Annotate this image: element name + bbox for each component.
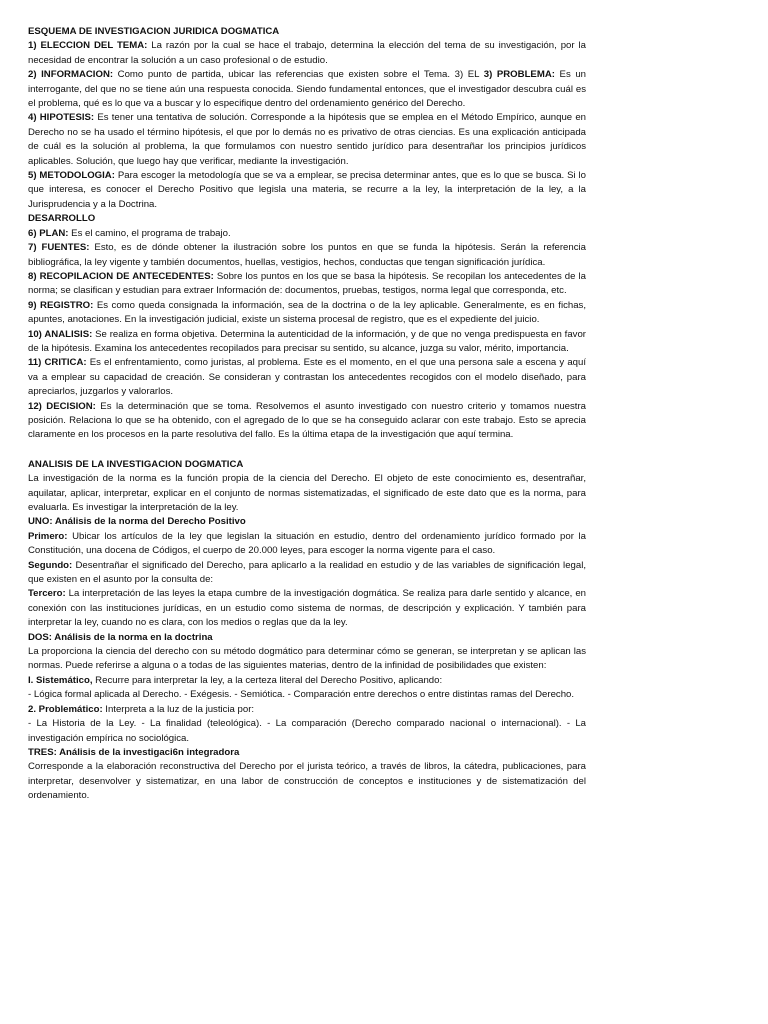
paragraph-recopilacion xyxy=(28,270,586,299)
heading-metodologia: 5) METODOLOGIA: xyxy=(28,170,115,182)
text-tercero: La interpretación de las leyes la etapa cumbre de la investigación dogmática. Se realiza para darle sentido y alcance, en conexión con las instituciones jurídicas, en un estudio como sistema de normas, de descripción y explicación. Y también para interpretar la ley, cuando no es clara, con los medios o reglas que da la ley. xyxy=(28,588,586,629)
text-problematico: Interpreta a la luz de la justicia por: xyxy=(102,703,255,715)
paragraph-eleccion-tema xyxy=(28,39,586,68)
text-primero: Ubicar los artículos de la ley que legislan la situación en estudio, dentro del ordenamiento jurídico formado por la Constitución, una docena de Códigos, el cuerpo de 20.000 leyes, para escoger la norma vigente para el caso. xyxy=(28,530,586,557)
heading-sistematico: I. Sistemático, xyxy=(28,674,93,686)
heading-analisis: 10) ANALISIS: xyxy=(28,328,93,340)
paragraph-critica xyxy=(28,356,586,399)
subsection-dos: DOS: Análisis de la norma en la doctrina xyxy=(28,631,213,643)
paragraph-registro xyxy=(28,299,586,328)
paragraph-metodologia xyxy=(28,169,586,212)
text-eleccion-tema: La razón por la cual se hace el trabajo, determina la elección del tema de su investigación, por la necesidad de encontrar la solución a un caso profesional o de estudio. xyxy=(28,40,586,66)
paragraph-primero xyxy=(28,530,586,559)
text-segundo: Desentrañar el significado del Derecho, para aplicarlo a la realidad en estudio y de las variables de significación legal, que existen en el asunto por la consulta de: xyxy=(28,559,586,586)
heading-plan: 6) PLAN: xyxy=(28,227,69,239)
text-problema: Es un interrogante, del que no se tiene aún una respuesta conocida. Siendo fundamental entonces, que el investigador descubra cuál es el problema, qué es lo que va a buscar y lo especifique dentro del ordenamiento genérico del Derecho. xyxy=(28,69,586,110)
paragraph-sistematico xyxy=(28,674,586,688)
heading-problema: 3) PROBLEMA: xyxy=(483,69,555,81)
heading-decision: 12) DECISION: xyxy=(28,400,96,412)
heading-segundo: Segundo: xyxy=(28,559,73,571)
paragraph-intro: La investigación de la norma es la función propia de la ciencia del Derecho. El objeto de este conocimiento es, desentrañar, aquilatar, aplicar, interpretar, explicar en el conjunto de normas sistematizadas, el significado de este dato que es la norma, para evaluarla. Es investigar la interpretación de la ley. xyxy=(28,473,586,513)
heading-eleccion-tema: 1) ELECCION DEL TEMA: xyxy=(28,40,148,52)
paragraph-informacion xyxy=(28,68,586,111)
text-decision: Es la determinación que se toma. Resolvemos el asunto investigado con nuestro criterio y tomamos nuestra posición. Relaciona lo que se ha obtenido, con el agregado de lo que se ha conseguido aclarar con este trabajo. Esto se aprecia claramente en los procesos en la parte resolutiva del fallo. Es la última etapa de la investigación que aquí termina. xyxy=(28,400,586,441)
heading-recopilacion: 8) RECOPILACION DE ANTECEDENTES: xyxy=(28,270,214,282)
paragraph-tres: Corresponde a la elaboración reconstructiva del Derecho por el jurista teórico, a través de libros, la cátedra, publicaciones, para interpretar, desenvolver y sistematizar, en una labor de construcción de conceptos e instituciones y de sistematización del ordenamiento. xyxy=(28,761,586,802)
heading-primero: Primero: xyxy=(28,530,68,542)
document-title: ESQUEMA DE INVESTIGACION JURIDICA DOGMATICA xyxy=(28,26,280,37)
heading-critica: 11) CRITICA: xyxy=(28,357,87,369)
text-analisis: Se realiza en forma objetiva. Determina la autenticidad de la información, y de que no venga predispuesta en favor de la hipótesis. Examina los antecedentes recopilados para precisar su sentido, su alcance, juzga su valor, mérito, importancia. xyxy=(28,328,586,354)
heading-tercero: Tercero: xyxy=(28,588,66,600)
text-fuentes: Esto, es de dónde obtener la ilustración sobre los puntos en que se funda la hipótesis. Serán la referencia bibliográfica, la ley vigente y también documentos, huellas, vestigios, hechos, conductas que tengan significación jurídica. xyxy=(28,242,586,268)
text-metodologia: Para escoger la metodología que se va a emplear, se precisa determinar antes, que es lo que se busca. Si lo que interesa, es conocer el Derecho Positivo que legisla una materia, se recurre a la ley, la interpretación de la ley, a la Jurisprudencia y a la Doctrina. xyxy=(28,170,586,210)
heading-problematico: 2. Problemático: xyxy=(28,703,103,715)
paragraph-tercero xyxy=(28,587,586,630)
paragraph-plan xyxy=(28,227,586,241)
text-plan: Es el camino, el programa de trabajo. xyxy=(68,227,231,239)
text-registro: Es como queda consignada la información, sea de la doctrina o de la ley aplicable. Generalmente, es en fichas, apuntes, anotaciones. En la investigación judicial, existe un sistema procesal de registro, que es el expediente del juicio. xyxy=(28,299,587,326)
text-critica: Es el enfrentamiento, como juristas, al problema. Este es el momento, en el que una persona sale a escena y aquí va a emplear su capacidad de creación. Se consideran y contrastan los antecedentes recogidos con el modelo diseñado, para apreciarlos, juzgarlos y valorarlos. xyxy=(28,357,586,398)
paragraph-hipotesis xyxy=(28,111,586,169)
text-recopilacion: Sobre los puntos en los que se basa la hipótesis. Se recopilan los antecedentes de la norma; se clasifican y estudian para extraer Información de: documentos, pruebas, testigos, norma legal que corresponda, etc. xyxy=(28,270,586,297)
section-gap xyxy=(28,443,586,458)
text-sistematico: Recurre para interpretar la ley, a la certeza literal del Derecho Positivo, aplicando: xyxy=(92,674,443,686)
section-title-analisis-dogmatica: ANALISIS DE LA INVESTIGACION DOGMATICA xyxy=(28,458,244,470)
list-problematico: - La Historia de la Ley. - La finalidad (teleológica). - La comparación (Derecho comparado nacional o internacional). - La investigación empírica no sociológica. xyxy=(28,718,586,744)
heading-registro: 9) REGISTRO: xyxy=(28,299,94,311)
paragraph-fuentes xyxy=(28,241,586,270)
list-sistematico: - Lógica formal aplicada al Derecho. - Exégesis. - Semiótica. - Comparación entre derechos o entre distintas ramas del Derecho. xyxy=(28,689,575,701)
text-informacion: Como punto de partida, ubicar las referencias que existen sobre el Tema. 3) EL xyxy=(113,69,484,81)
text-hipotesis: Es tener una tentativa de solución. Corresponde a la hipótesis que se emplea en el Método Empírico, aunque en Derecho no se ha usado el término hipótesis, el que por lo demás no es privativo de otras ciencias. Es una explicación anticipada de cuál es la solución al problema, la que formulamos con nuestro sentido jurídico para desentrañar los principios jurídicos aplicables. Solución, que luego hay que verificar, mediante la investigación. xyxy=(28,112,587,167)
heading-fuentes: 7) FUENTES: xyxy=(28,242,90,254)
subsection-tres: TRES: Análisis de la investigaci6n integradora xyxy=(28,746,240,758)
paragraph-segundo xyxy=(28,559,586,588)
heading-informacion: 2) INFORMACION: xyxy=(28,69,114,81)
heading-hipotesis: 4) HIPOTESIS: xyxy=(28,112,95,124)
paragraph-analisis xyxy=(28,328,586,357)
section-desarrollo: DESARROLLO xyxy=(28,213,96,225)
document-page xyxy=(28,25,586,804)
paragraph-problematico xyxy=(28,703,586,717)
paragraph-dos: La proporciona la ciencia del derecho con su método dogmático para determinar cómo se generan, se interpretan y se aplican las normas. Puede referirse a alguna o a todas de las siguientes materias, dentro de la infinidad de posibilidades que existen: xyxy=(28,646,586,672)
paragraph-decision xyxy=(28,400,586,443)
subsection-uno: UNO: Análisis de la norma del Derecho Positivo xyxy=(28,516,246,528)
